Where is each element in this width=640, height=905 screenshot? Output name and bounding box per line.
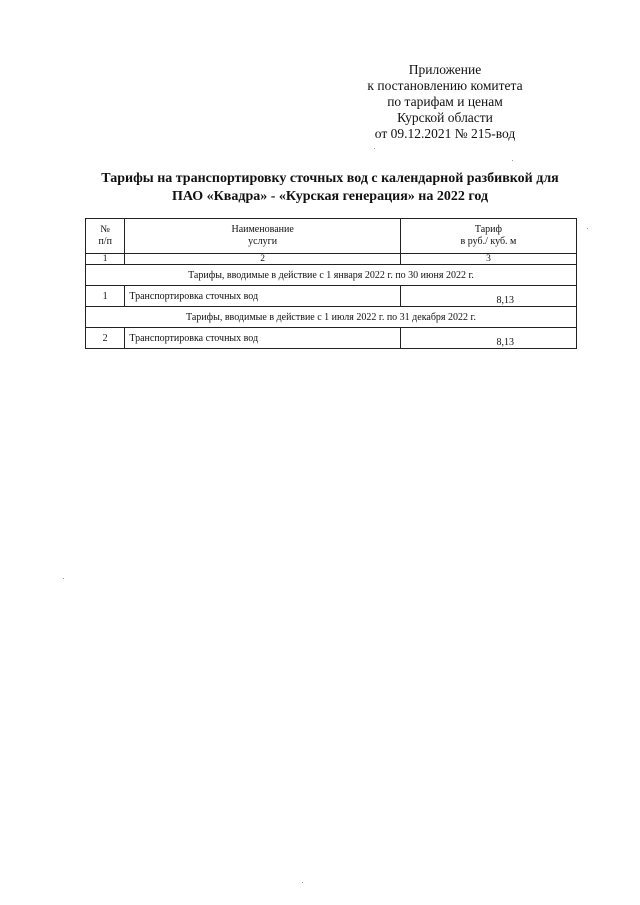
header-name-line-2: услуги [248, 236, 278, 247]
header-tariff [400, 219, 576, 254]
table-row-2 [86, 328, 577, 349]
appendix-line-5: от 09.12.2021 № 215-вод [374, 126, 516, 141]
row-1-value: 8,13 [400, 286, 576, 307]
row-2-name: Транспортировка сточных вод [125, 328, 401, 349]
title-line-2: ПАО «Квадра» - «Курская генерация» на 2022 год [171, 189, 489, 204]
document-title [60, 170, 600, 206]
column-index-row [86, 254, 577, 265]
column-index-3: 3 [400, 254, 576, 265]
period-row-1 [86, 265, 577, 286]
scan-speck [587, 228, 588, 229]
header-tariff-line-2: в руб./ куб. м [460, 236, 517, 247]
header-name-line-1: Наименование [231, 224, 294, 235]
column-index-2: 2 [125, 254, 401, 265]
row-1-name: Транспортировка сточных вод [125, 286, 401, 307]
header-tariff-line-1: Тариф [474, 224, 503, 235]
header-num-line-2: п/п [98, 236, 112, 247]
scan-speck [512, 160, 513, 161]
header-num-line-1: № [100, 224, 110, 235]
scan-speck [63, 578, 64, 579]
tariff-table [85, 218, 577, 349]
row-1-num: 1 [86, 286, 125, 307]
table-header-row [86, 219, 577, 254]
appendix-block [340, 62, 550, 142]
scan-speck [374, 148, 375, 149]
appendix-line-2: к постановлению комитета [367, 78, 523, 93]
table-row-1 [86, 286, 577, 307]
header-name [125, 219, 401, 254]
row-2-num: 2 [86, 328, 125, 349]
period-label-2: Тарифы, вводимые в действие с 1 июля 2022 г. по 31 декабря 2022 г. [86, 307, 577, 328]
row-2-value: 8,13 [400, 328, 576, 349]
title-line-1: Тарифы на транспортировку сточных вод с календарной разбивкой для [101, 171, 559, 186]
scan-speck [302, 882, 303, 883]
appendix-line-4: Курской области [397, 110, 493, 125]
period-row-2 [86, 307, 577, 328]
appendix-line-1: Приложение [408, 62, 482, 77]
appendix-line-3: по тарифам и ценам [387, 94, 503, 109]
header-num [86, 219, 125, 254]
period-label-1: Тарифы, вводимые в действие с 1 января 2022 г. по 30 июня 2022 г. [86, 265, 577, 286]
column-index-1: 1 [86, 254, 125, 265]
